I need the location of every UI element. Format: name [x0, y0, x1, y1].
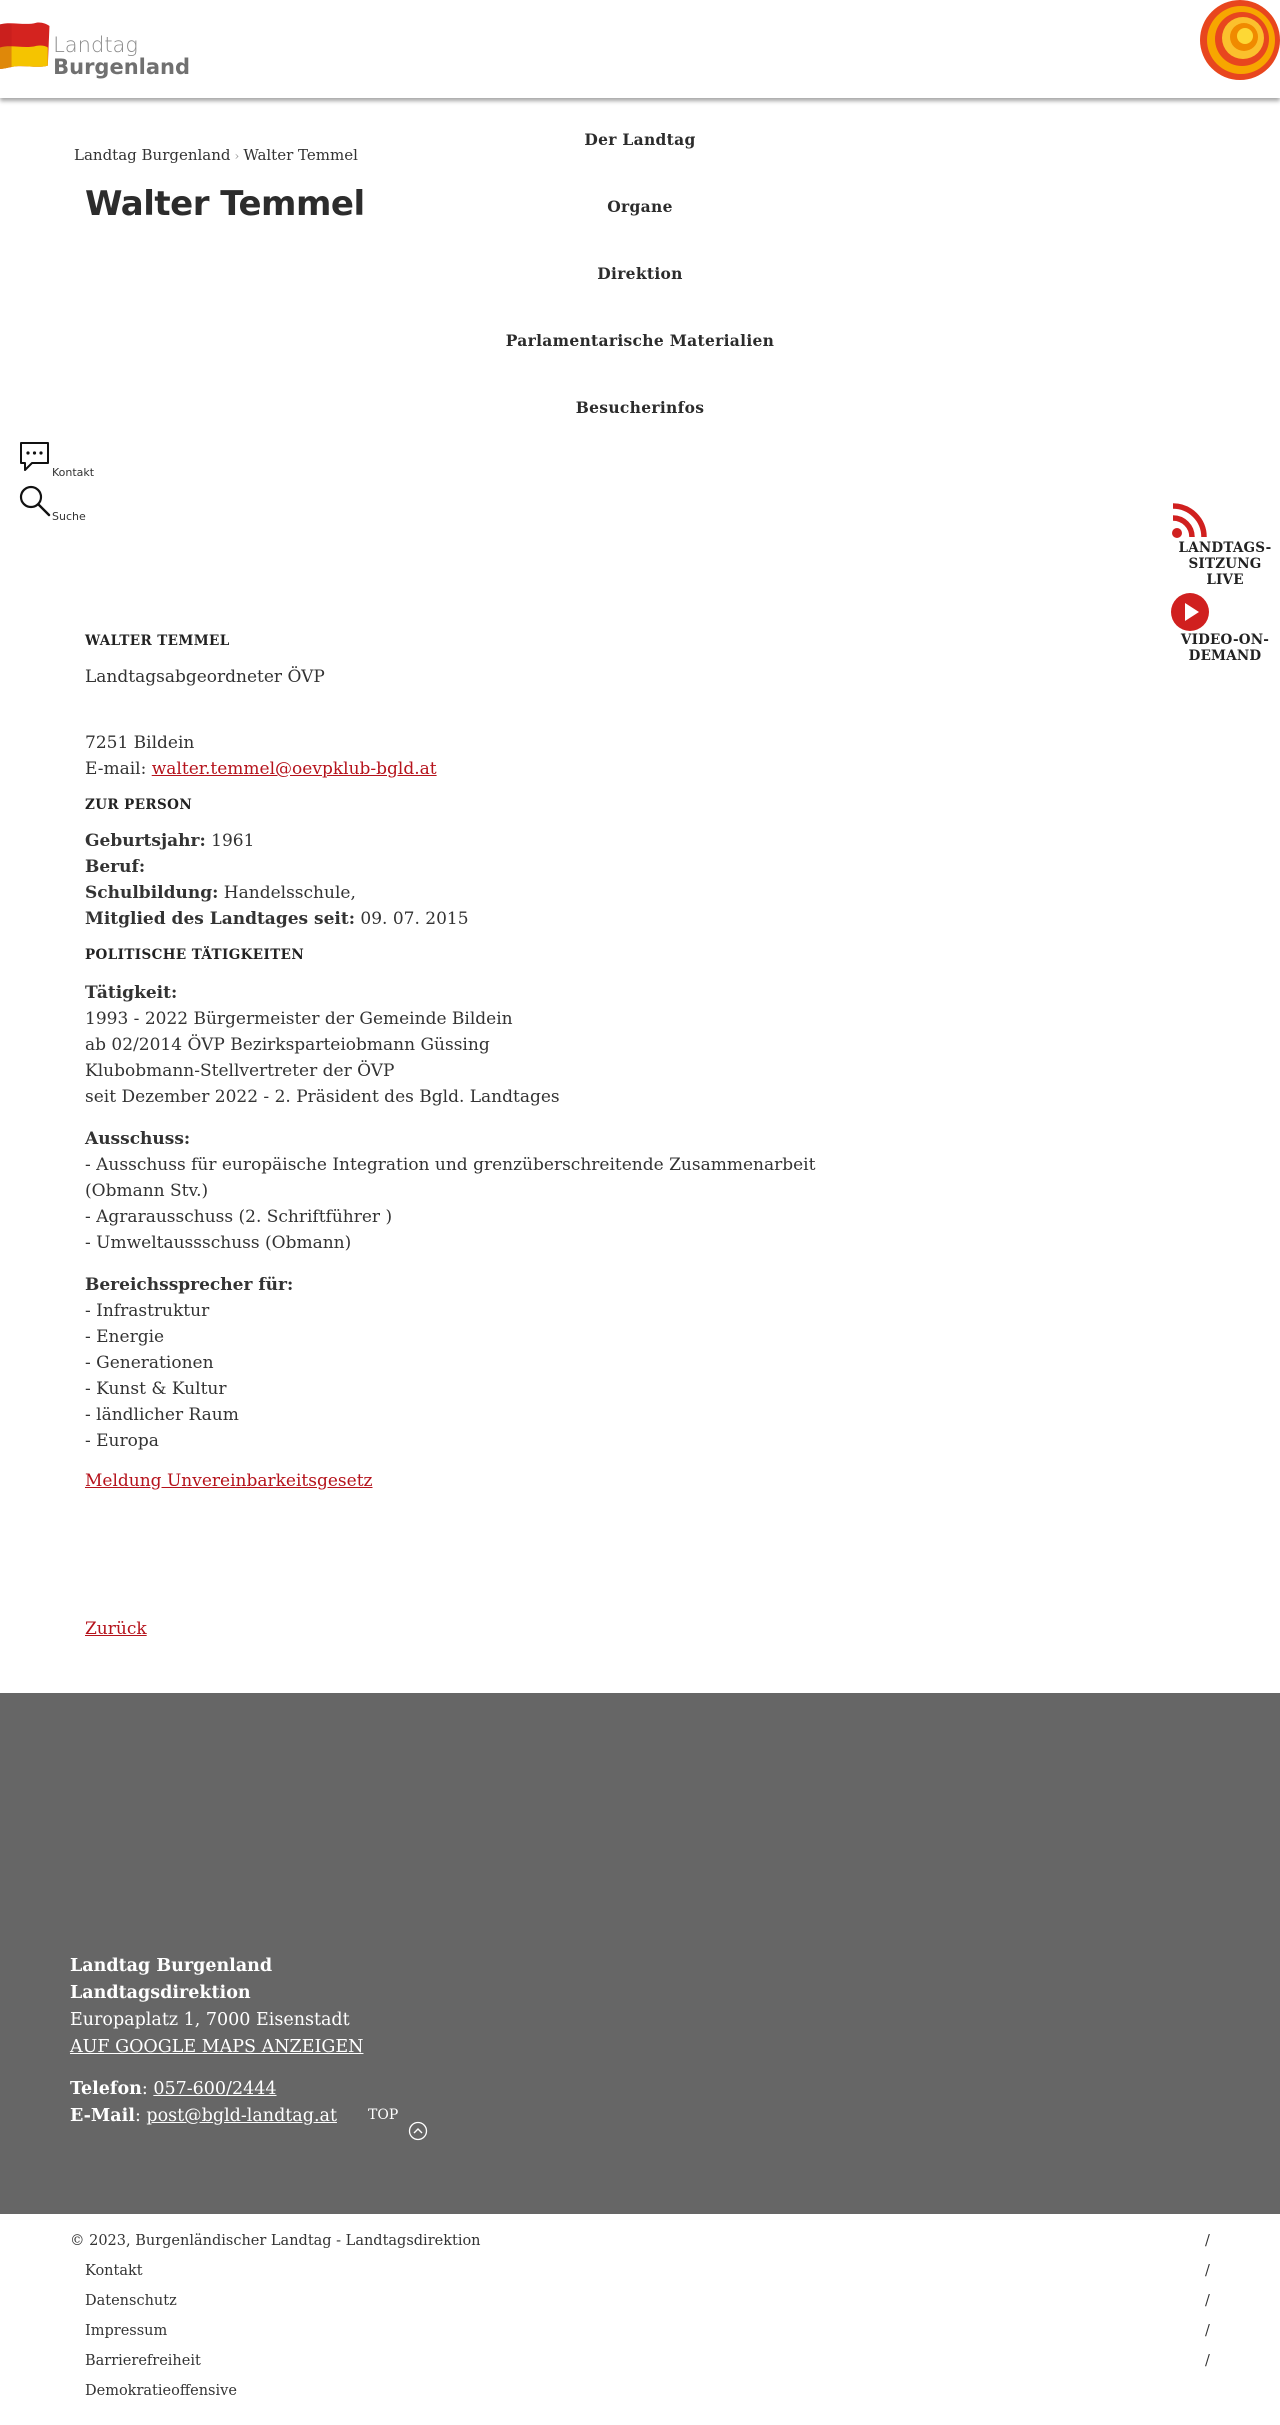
chat-bubble-icon — [18, 440, 52, 474]
profile-heading: WALTER TEMMEL — [85, 633, 230, 649]
legal-separator: / — [1205, 2233, 1210, 2249]
email-link[interactable]: post@bgld-landtag.at — [146, 2106, 337, 2126]
birth-year-value: 1961 — [211, 831, 255, 851]
burgenland-sun-icon[interactable] — [1198, 0, 1280, 82]
contact-quick-link[interactable] — [18, 440, 95, 479]
activity-item: 1993 - 2022 Bürgermeister der Gemeinde Bildein — [85, 1009, 513, 1029]
profile-address: 7251 Bildein — [85, 733, 195, 753]
committee-item: - Agrarausschuss (2. Schriftführer ) — [85, 1207, 393, 1227]
logo-text-burgenland: Burgenland — [53, 55, 190, 79]
google-maps-link[interactable]: AUF GOOGLE MAPS ANZEIGEN — [70, 2037, 364, 2057]
member-since-label: Mitglied des Landtages seit: — [85, 909, 355, 929]
vod-label-line1: VIDEO-ON- — [1180, 632, 1270, 648]
search-label: Suche — [52, 510, 86, 523]
play-icon — [1170, 592, 1210, 632]
birth-year — [85, 828, 890, 854]
incompatibility-report-link[interactable]: Meldung Unvereinbarkeitsgesetz — [85, 1471, 373, 1491]
back-to-top-label[interactable]: TOP — [368, 2107, 399, 2123]
email-label: E-Mail — [70, 2106, 135, 2126]
footer-contact — [70, 1953, 363, 2130]
footer-org-name: Landtag Burgenland — [70, 1956, 273, 1976]
profession — [85, 854, 890, 880]
legal-separator: / — [1205, 2263, 1210, 2279]
footer-email: E-Mail: post@bgld-landtag.at — [70, 2106, 337, 2126]
profession-label: Beruf: — [85, 857, 146, 877]
copyright: © 2023, Burgenländischer Landtag - Landtagsdirektion — [70, 2233, 481, 2249]
spokesperson-label: Bereichssprecher für: — [85, 1275, 294, 1295]
political-heading: POLITISCHE TÄTIGKEITEN — [85, 947, 305, 963]
profile-role: Landtagsabgeordneter ÖVP — [85, 667, 325, 687]
contact-label: Kontakt — [52, 466, 95, 479]
phone-label: Telefon — [70, 2079, 142, 2099]
profile-email-label: E-mail: — [85, 759, 147, 779]
video-on-demand-link[interactable] — [1170, 592, 1280, 664]
education-value: Handelsschule, — [223, 883, 356, 903]
legal-link-barrierefreiheit[interactable]: Barrierefreiheit — [85, 2353, 201, 2369]
breadcrumb-separator: › — [234, 149, 240, 163]
legal-link-datenschutz[interactable]: Datenschutz — [85, 2293, 177, 2309]
site-header — [0, 0, 1280, 98]
site-footer — [0, 1693, 1280, 2214]
activity-label: Tätigkeit: — [85, 983, 178, 1003]
flag-logo-icon — [0, 14, 51, 76]
logo-text-landtag: Landtag — [53, 33, 139, 57]
legal-link-demokratieoffensive[interactable]: Demokratieoffensive — [85, 2383, 237, 2399]
area-item: - Kunst & Kultur — [85, 1379, 227, 1399]
phone-link[interactable]: 057-600/2444 — [153, 2079, 277, 2099]
search-quick-link[interactable] — [18, 484, 86, 523]
legal-link-impressum[interactable]: Impressum — [85, 2323, 168, 2339]
area-item: - Europa — [85, 1431, 159, 1451]
activity-item: seit Dezember 2022 - 2. Präsident des Bgld. Landtages — [85, 1087, 560, 1107]
back-link[interactable]: Zurück — [85, 1619, 147, 1639]
person-heading: ZUR PERSON — [85, 797, 193, 813]
activity-item: ab 02/2014 ÖVP Bezirksparteiobmann Güssing — [85, 1035, 490, 1055]
breadcrumb-home[interactable]: Landtag Burgenland — [74, 146, 231, 164]
profile-content — [85, 628, 890, 1642]
landtagssitzung-live-link[interactable] — [1170, 500, 1280, 588]
nav-item-direktion[interactable]: Direktion — [597, 264, 683, 283]
breadcrumb-current: Walter Temmel — [243, 146, 358, 164]
area-item: - Infrastruktur — [85, 1301, 210, 1321]
area-item: - ländlicher Raum — [85, 1405, 239, 1425]
rss-live-icon — [1170, 500, 1210, 540]
area-item: - Generationen — [85, 1353, 214, 1373]
profile-email-line — [85, 756, 890, 782]
birth-year-label: Geburtsjahr: — [85, 831, 206, 851]
live-label-line1: LANDTAGS- — [1178, 540, 1272, 556]
footer-phone: Telefon: 057-600/2444 — [70, 2079, 277, 2099]
legal-separator: / — [1205, 2293, 1210, 2309]
chevron-up-circle-icon[interactable] — [408, 2121, 428, 2141]
member-since-value: 09. 07. 2015 — [360, 909, 469, 929]
legal-separator: / — [1205, 2353, 1210, 2369]
footer-address: Europaplatz 1, 7000 Eisenstadt — [70, 2010, 350, 2030]
nav-item-der-landtag[interactable]: Der Landtag — [584, 130, 696, 149]
nav-item-besucherinfos[interactable]: Besucherinfos — [575, 398, 705, 417]
profile-email-link[interactable]: walter.temmel@oevpklub-bgld.at — [151, 759, 437, 779]
legal-separator: / — [1205, 2323, 1210, 2339]
breadcrumb — [74, 146, 358, 164]
vod-label-line2: DEMAND — [1188, 648, 1262, 664]
footer-org-department: Landtagsdirektion — [70, 1983, 251, 2003]
area-item: - Energie — [85, 1327, 165, 1347]
committee-label: Ausschuss: — [85, 1129, 191, 1149]
nav-item-organe[interactable]: Organe — [607, 197, 673, 216]
search-icon — [18, 484, 52, 518]
legal-link-kontakt[interactable]: Kontakt — [85, 2263, 143, 2279]
nav-item-parlamentarische-materialien[interactable]: Parlamentarische Materialien — [505, 331, 775, 350]
education — [85, 880, 890, 906]
live-label-line2: SITZUNG LIVE — [1188, 556, 1262, 588]
page-title: Walter Temmel — [85, 184, 365, 224]
activity-item: Klubobmann-Stellvertreter der ÖVP — [85, 1061, 395, 1081]
landtag-logo[interactable] — [0, 14, 190, 84]
member-since — [85, 906, 890, 932]
committee-item: - Ausschuss für europäische Integration und grenzüberschreitende Zusammenarbeit (Obmann Stv.) — [85, 1155, 816, 1201]
committee-item: - Umweltaussschuss (Obmann) — [85, 1233, 352, 1253]
education-label: Schulbildung: — [85, 883, 219, 903]
